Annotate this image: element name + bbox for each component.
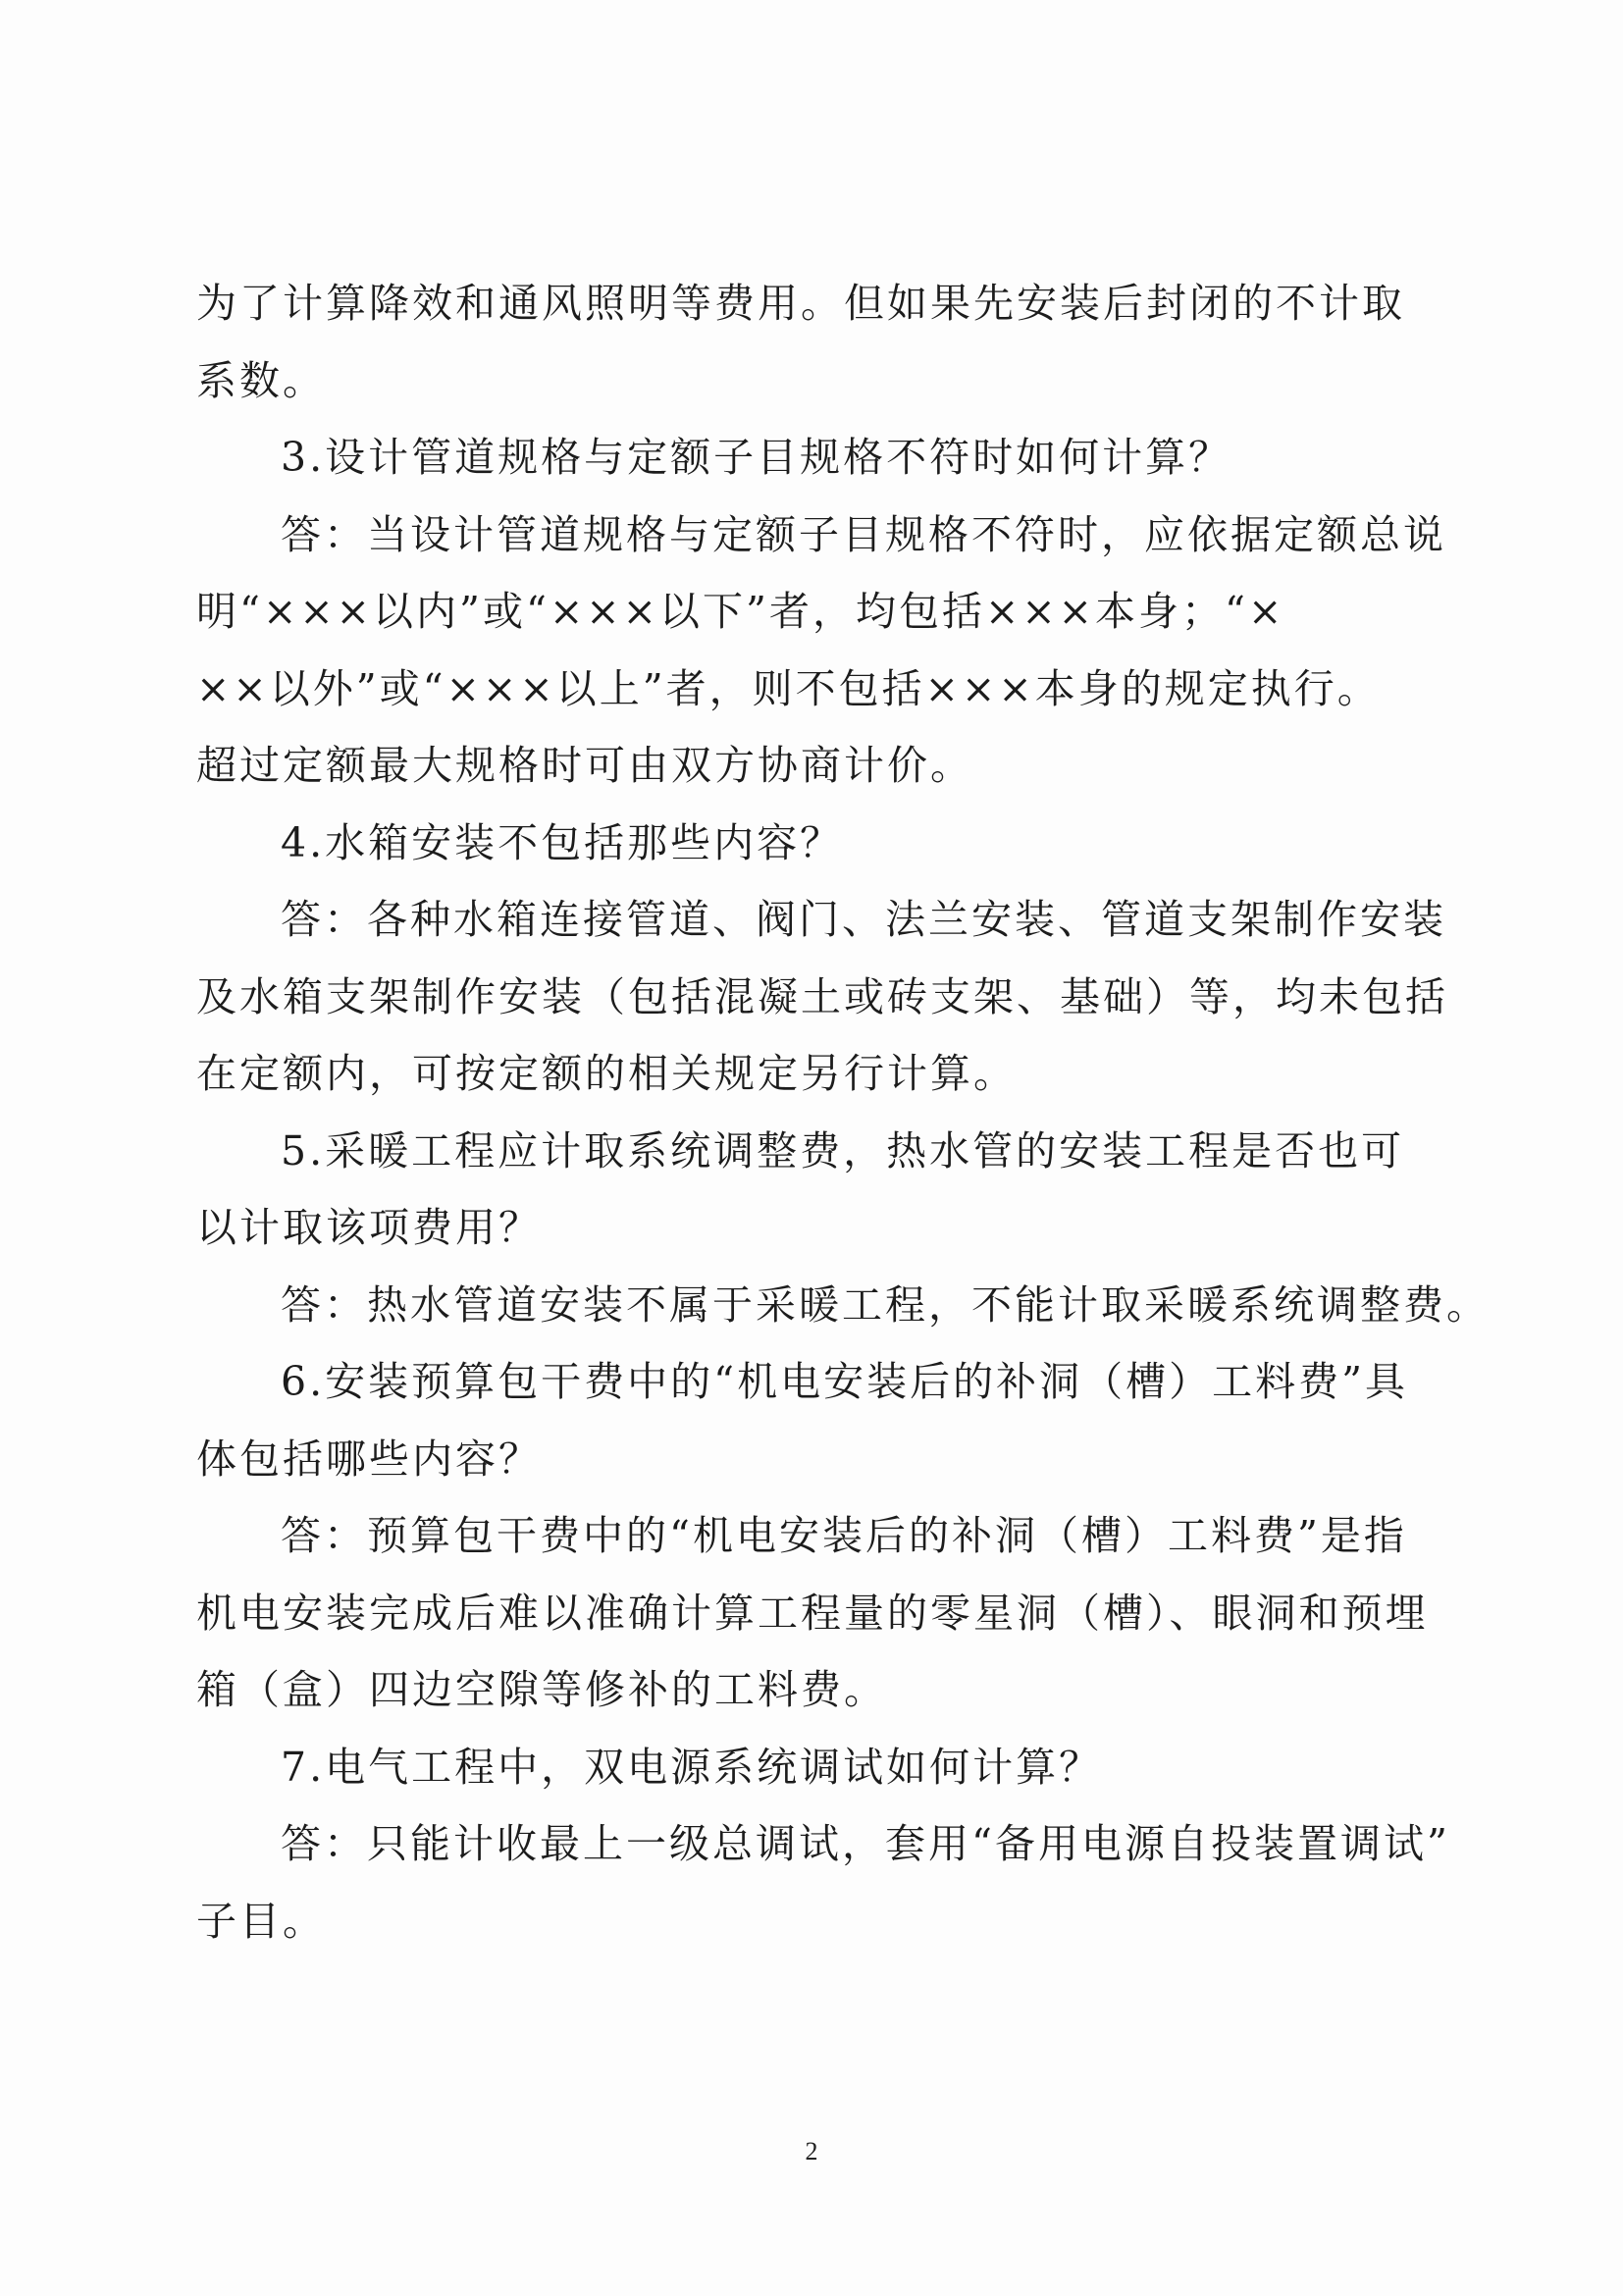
question-7: 7.电气工程中，双电源系统调试如何计算？ — [281, 1743, 1103, 1791]
text-line: 以计取该项费用？ — [196, 1204, 542, 1251]
text-line: 系数。 — [196, 356, 326, 404]
text-line: 明“×××以内”或“×××以下”者，均包括×××本身；“× — [196, 588, 1285, 635]
question-4: 4.水箱安装不包括那些内容？ — [281, 818, 844, 866]
answer-5: 答：热水管道安装不属于采暖工程，不能计取采暖系统调整费。 — [281, 1280, 1490, 1329]
text-line: 超过定额最大规格时可由双方协商计价。 — [196, 742, 973, 789]
answer-4: 答：各种水箱连接管道、阀门、法兰安装、管道支架制作安装 — [281, 896, 1446, 943]
text-line: 子目。 — [196, 1897, 326, 1945]
text-line: ××以外”或“×××以上”者，则不包括×××本身的规定执行。 — [196, 664, 1381, 712]
answer-7: 答：只能计收最上一级总调试，套用“备用电源自投装置调试” — [281, 1820, 1450, 1867]
text-line: 体包括哪些内容？ — [196, 1435, 542, 1483]
answer-3: 答：当设计管道规格与定额子目规格不符时，应依据定额总说 — [281, 510, 1446, 558]
document-body — [196, 265, 1490, 1959]
question-3: 3.设计管道规格与定额子目规格不符时如何计算？ — [281, 434, 1232, 481]
text-line: 为了计算降效和通风照明等费用。但如果先安装后封闭的不计取 — [196, 280, 1405, 327]
text-line: 在定额内，可按定额的相关规定另行计算。 — [196, 1050, 1017, 1097]
text-line: 机电安装完成后难以准确计算工程量的零星洞（槽）、眼洞和预埋 — [196, 1589, 1429, 1637]
text-line: 及水箱支架制作安装（包括混凝土或砖支架、基础）等，均未包括 — [196, 972, 1448, 1020]
question-6: 6.安装预算包干费中的“机电安装后的补洞（槽）工料费”具 — [281, 1358, 1409, 1405]
question-5: 5.采暖工程应计取系统调整费，热水管的安装工程是否也可 — [281, 1126, 1405, 1174]
page-number: 2 — [805, 2137, 818, 2166]
answer-6: 答：预算包干费中的“机电安装后的补洞（槽）工料费”是指 — [281, 1512, 1407, 1559]
text-line: 箱（盒）四边空隙等修补的工料费。 — [196, 1666, 887, 1713]
